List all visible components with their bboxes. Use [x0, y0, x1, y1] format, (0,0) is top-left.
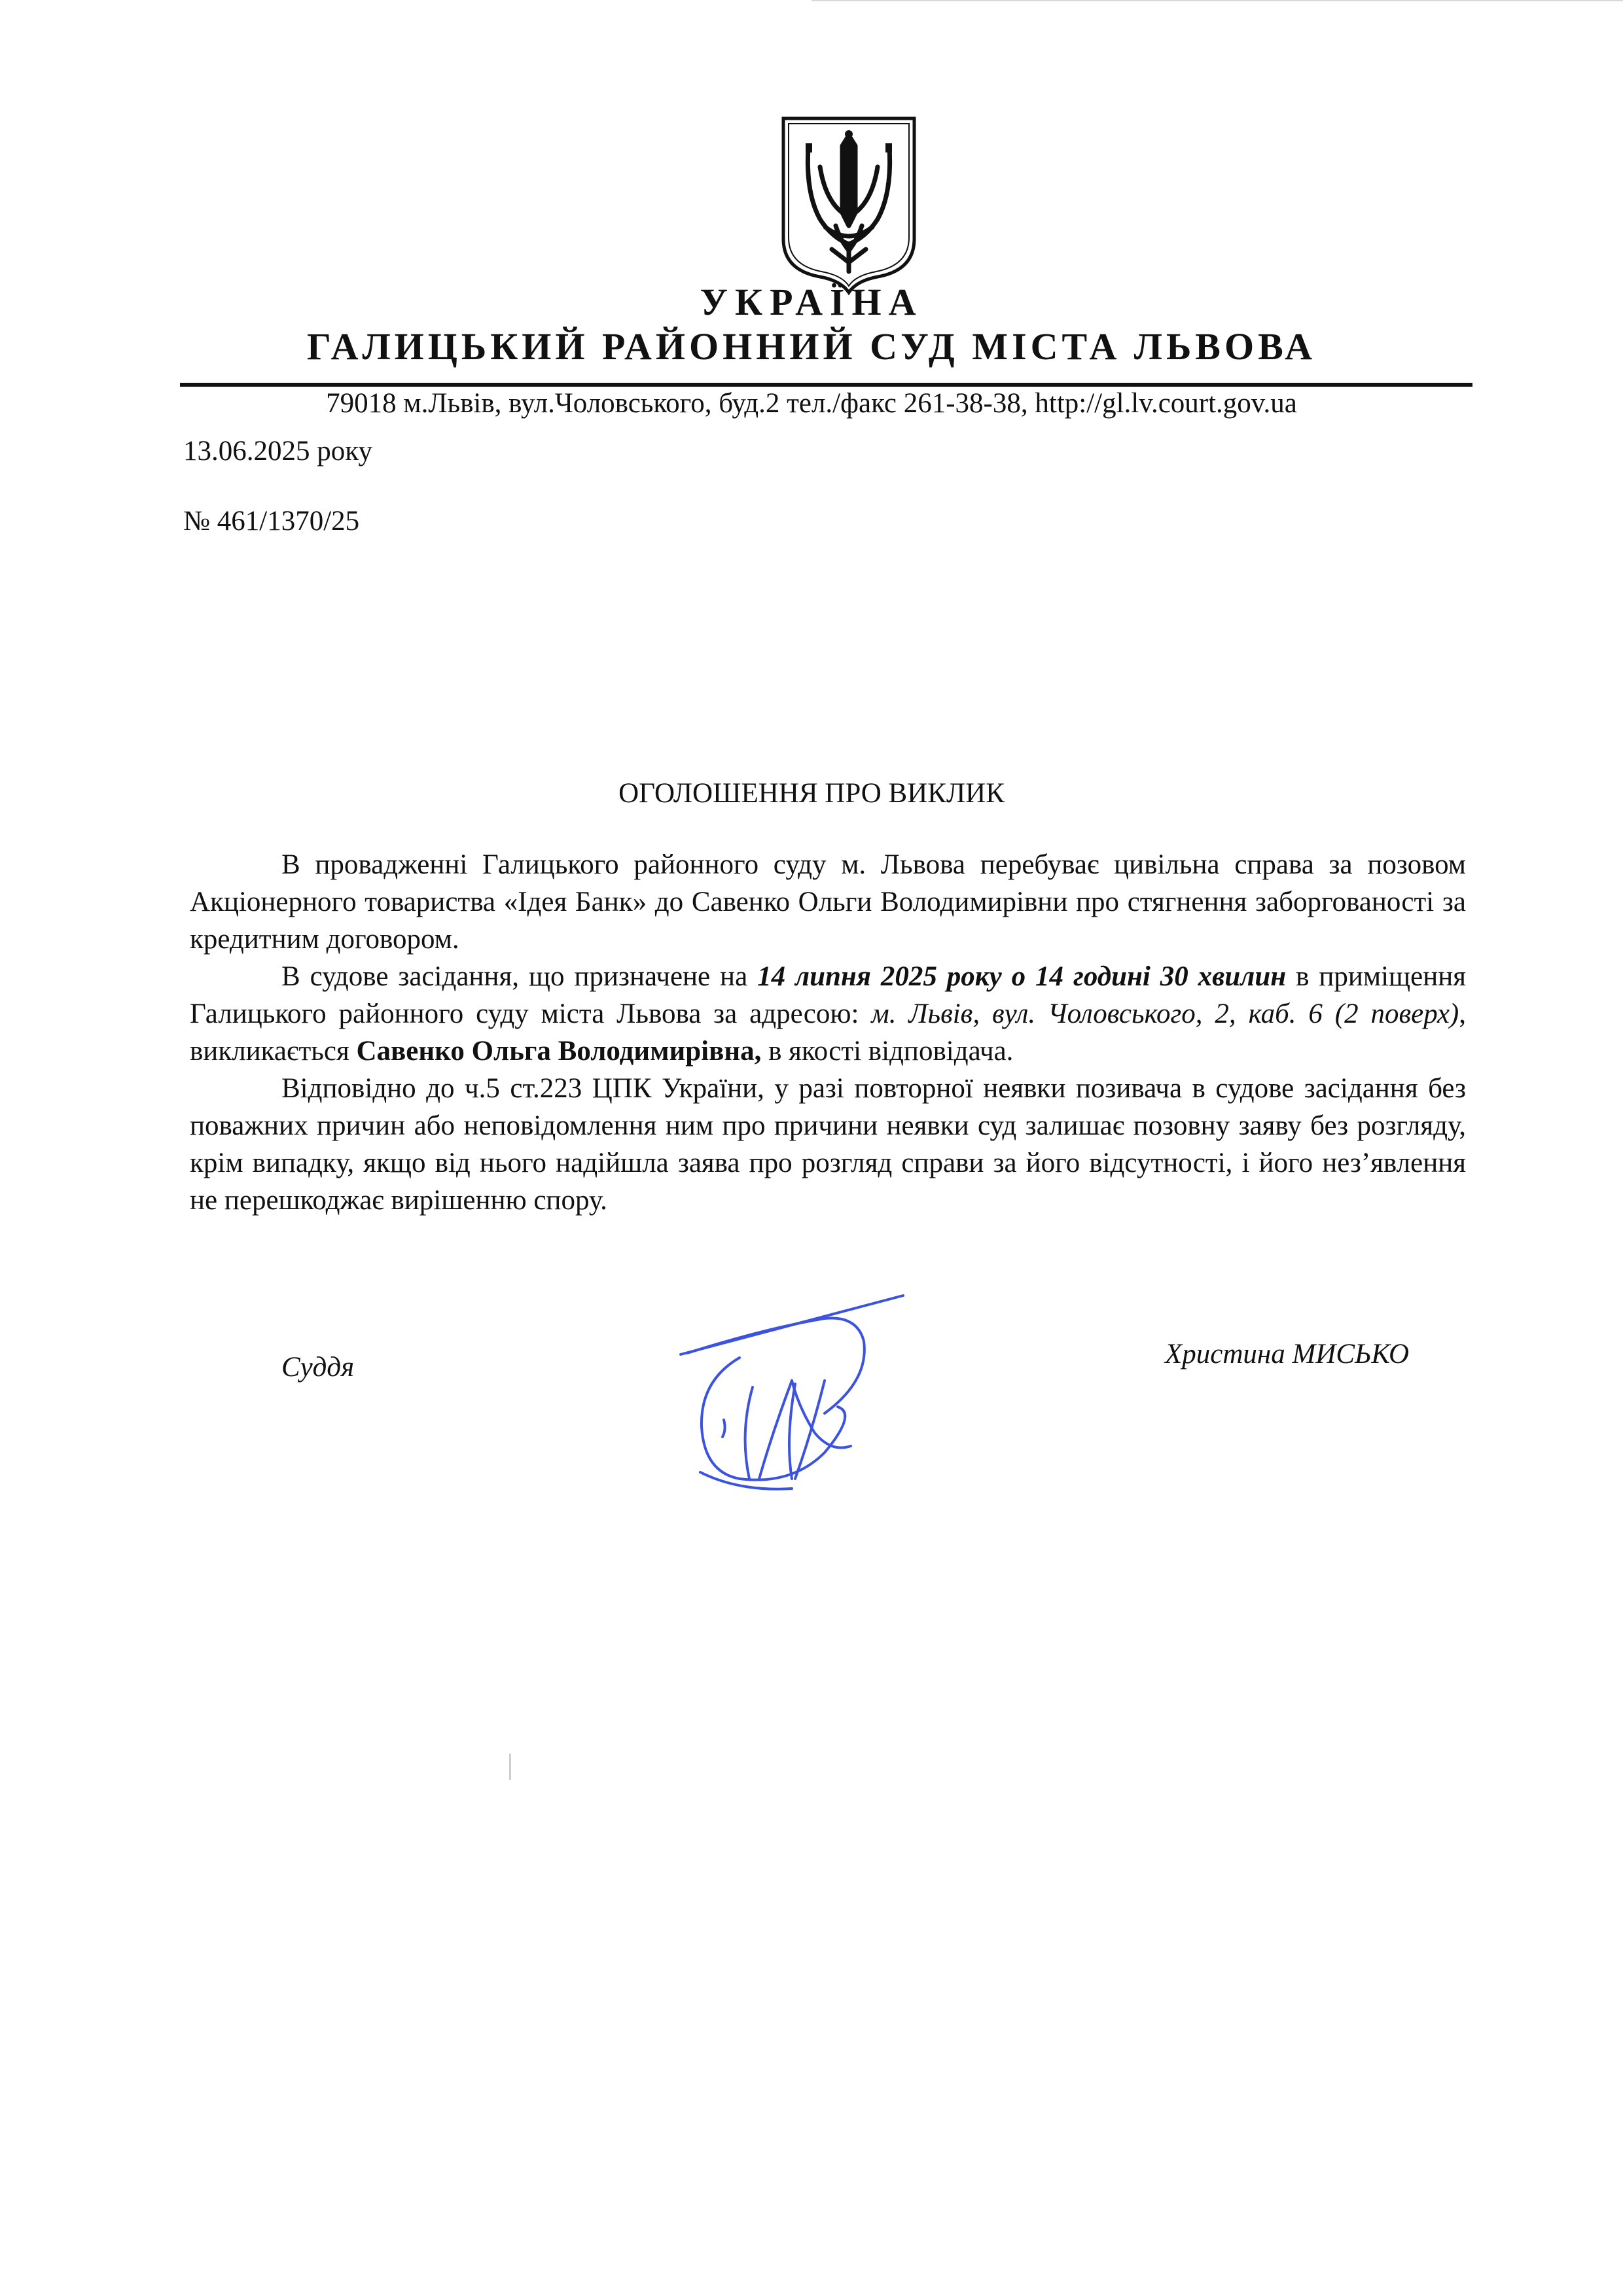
- judge-role-label: Суддя: [281, 1352, 355, 1383]
- notice-title: ОГОЛОШЕННЯ ПРО ВИКЛИК: [618, 778, 1005, 809]
- hearing-location-intro: в приміщення Галицького районного суду міста Львова за адресою:: [190, 961, 1467, 1029]
- scan-edge-line: [812, 0, 1623, 1]
- hearing-role: в якості відповідача.: [761, 1036, 1014, 1067]
- defendant-name: Савенко Ольга Володимирівна,: [356, 1036, 762, 1067]
- hearing-intro: В судове засідання, що призначене на: [281, 961, 758, 992]
- document-date: 13.06.2025 року: [183, 436, 373, 467]
- hearing-called: , викликається: [190, 998, 1467, 1067]
- handwritten-signature: [661, 1282, 936, 1531]
- judge-name: Христина МИСЬКО: [1165, 1339, 1409, 1369]
- paragraph-legal-basis: Відповідно до ч.5 ст.223 ЦПК України, у разі повторної неявки позивача в судове засідання без поважних причин або неповідомлення ним про причини неявки суд залишає позовну заяву без розгляду, крім випадку, якщо від нього надійшла заява про розгляд справи за його відсутності, і його нез’явлення не перешкоджає вирішенню спору.: [190, 1073, 1466, 1216]
- ukraine-trident-emblem-icon: [779, 115, 918, 296]
- court-name: ГАЛИЦЬКИЙ РАЙОННИЙ СУД МІСТА ЛЬВОВА: [306, 325, 1317, 368]
- paragraph-hearing: [190, 958, 1466, 1070]
- notice-body: [190, 846, 1466, 1219]
- country-name: УКРАЇНА: [700, 281, 923, 323]
- hearing-datetime: 14 липня 2025 року о 14 годині 30 хвилин: [757, 961, 1287, 992]
- case-number: № 461/1370/25: [183, 506, 360, 537]
- hearing-address: м. Львів, вул. Чоловського, 2, каб. 6 (2 поверх): [871, 998, 1459, 1029]
- court-address: 79018 м.Львів, вул.Чоловського, буд.2 тел./факс 261-38-38, http://gl.lv.court.gov.ua: [326, 388, 1297, 419]
- paragraph-case: В провадженні Галицького районного суду м. Львова перебуває цивільна справа за позовом Акціонерного товариства «Ідея Банк» до Савенко Ольги Володимирівни про стягнення заборгованості за кредитним договором.: [190, 849, 1466, 955]
- scan-artifact: [509, 1754, 511, 1780]
